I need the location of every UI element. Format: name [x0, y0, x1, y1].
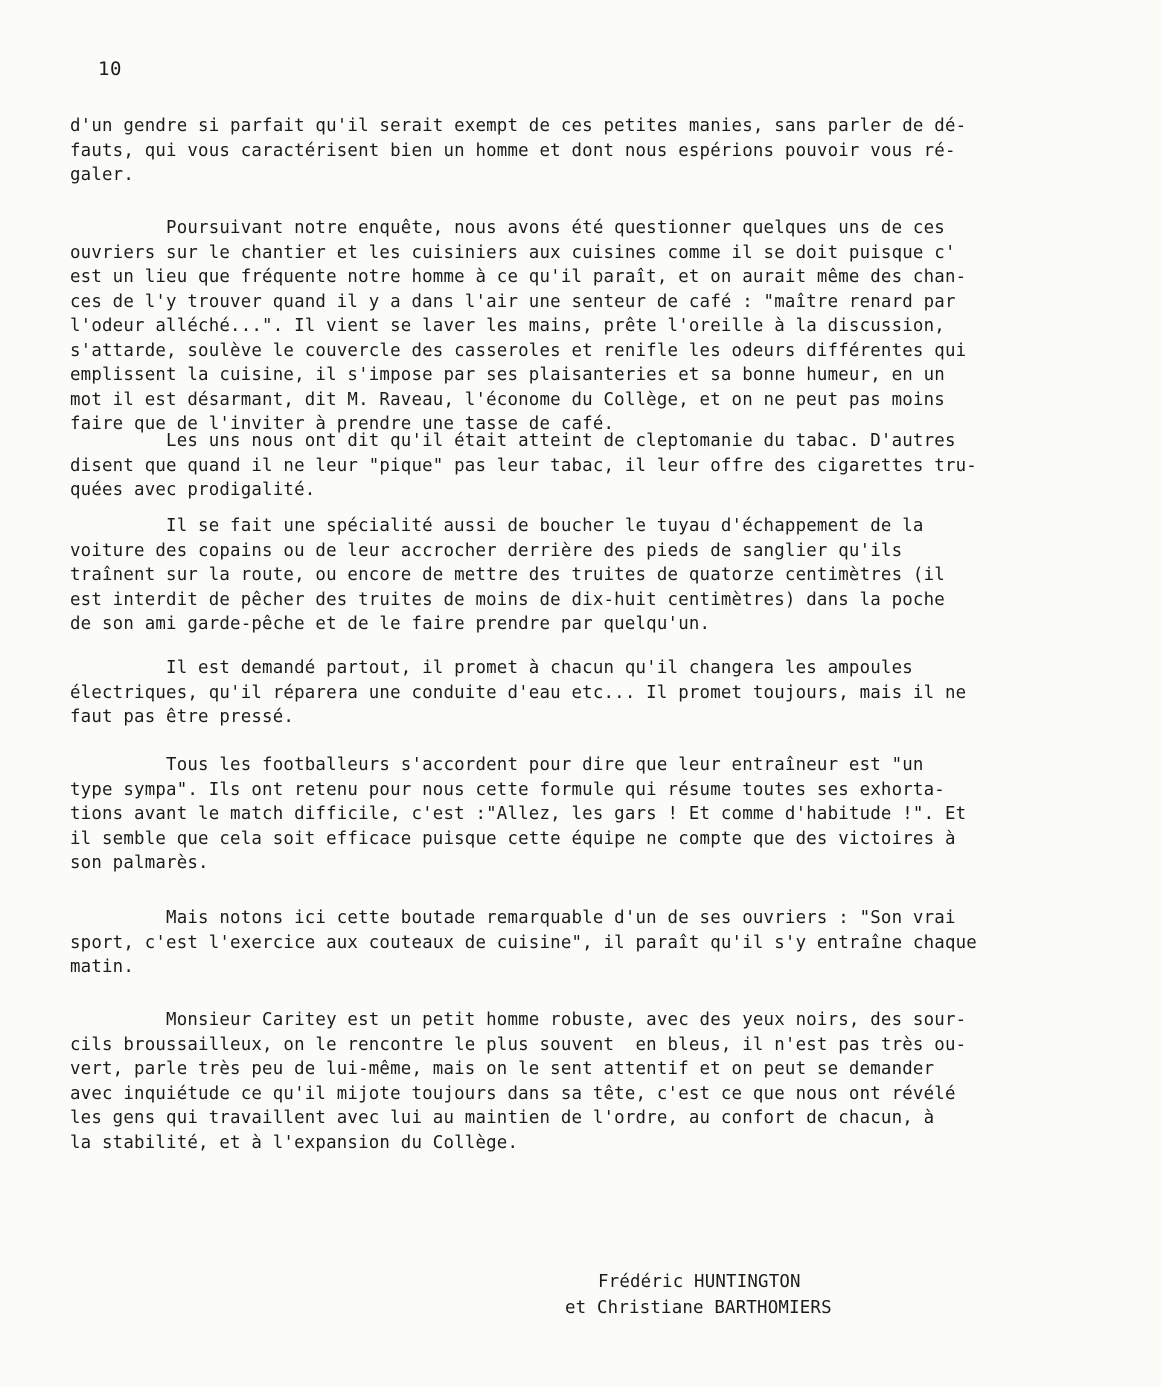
signature-line-1: Frédéric HUNTINGTON [598, 1272, 801, 1292]
signature-line-2: et Christiane BARTHOMIERS [565, 1298, 832, 1318]
paragraph-portrait: Monsieur Caritey est un petit homme robuste, avec des yeux noirs, des sour- cils broussailleux, on le rencontre le plus souvent en bleus, il n'est pas très ou- vert, parle très peu de lui-même, mais on le sent attentif et on peut se demander avec inquiétude ce qu'il mijote toujours dans sa tête, c'est ce que nous ont révélé les gens qui travaillent avec lui au maintien de l'ordre, au confort de chacun, à la stabilité, et à l'expansion du Collège. [70, 1010, 967, 1153]
paragraph-boutade: Mais notons ici cette boutade remarquable d'un de ses ouvriers : "Son vrai sport, c'est l'exercice aux couteaux de cuisine", il paraît qu'il s'y entraîne chaque matin. [70, 908, 977, 977]
paragraph-football: Tous les footballeurs s'accordent pour dire que leur entraîneur est "un type sympa". Ils ont retenu pour nous cette formule qui résume toutes ses exhorta- tions avant le match difficile, c'est :"Allez, les gars ! Et comme d'habitude !". Et il semble que cela soit efficace puisque cette équipe ne compte que des victoires à son palmarès. [70, 755, 967, 873]
page-number: 10 [98, 58, 122, 80]
paragraph-farces: Il se fait une spécialité aussi de boucher le tuyau d'échappement de la voiture des copains ou de leur accrocher derrière des pieds de sanglier qu'ils traînent sur la route, ou encore de mettre des truites de quatorze centimètres (il est interdit de pêcher des truites de moins de dix-huit centimètres) dans la poche de son ami garde-pêche et de le faire prendre par quelqu'un. [70, 516, 945, 634]
paragraph-intro: d'un gendre si parfait qu'il serait exempt de ces petites manies, sans parler de dé- fauts, qui vous caractérisent bien un homme et dont nous espérions pouvoir vous ré- galer. [70, 116, 967, 185]
paragraph-promesses: Il est demandé partout, il promet à chacun qu'il changera les ampoules électriques, qu'il réparera une conduite d'eau etc... Il promet toujours, mais il ne faut pas être pressé. [70, 658, 967, 727]
paragraph-enquete: Poursuivant notre enquête, nous avons été questionner quelques uns de ces ouvriers sur le chantier et les cuisiniers aux cuisines comme il se doit puisque c' est un lieu que fréquente notre homme à ce qu'il paraît, et on aurait même des chan- ces de l'y trouver quand il y a dans l'air une senteur de café : "maître renard par l'odeur alléché...". Il vient se laver les mains, prête l'oreille à la discussion, s'attarde, soulève le couvercle des casseroles et renifle les odeurs différentes qui emplissent la cuisine, il s'impose par ses plaisanteries et sa bonne humeur, en un mot il est désarmant, dit M. Raveau, l'économe du Collège, et on ne peut pas moins faire que de l'inviter à prendre une tasse de café. [70, 218, 967, 434]
paragraph-tabac: Les uns nous ont dit qu'il était atteint de cleptomanie du tabac. D'autres disent que quand il ne leur "pique" pas leur tabac, il leur offre des cigarettes tru- quées avec prodigalité. [70, 431, 977, 500]
